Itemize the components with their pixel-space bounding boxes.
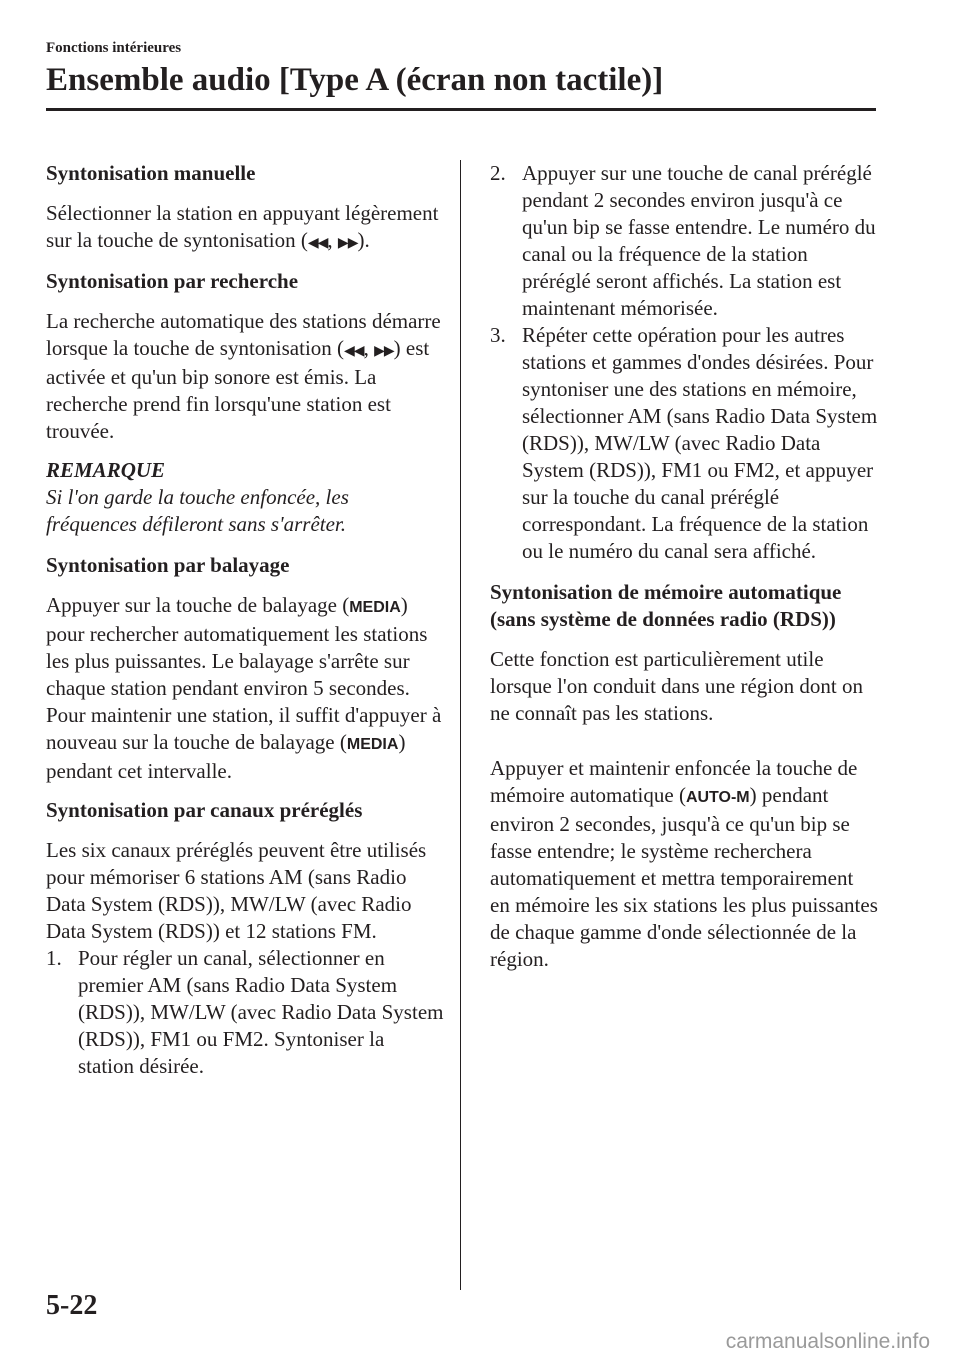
media-button-icon: MEDIA: [349, 599, 401, 616]
step-number: 2.: [490, 161, 506, 185]
manual-tuning-text: Sélectionner la station en appuyant légèrement sur la touche de syntonisation (◀◀, ▶▶).: [46, 201, 439, 252]
note-text: Si l'on garde la touche enfoncée, les fréquences défileront sans s'arrêter.: [46, 485, 349, 536]
page-title: Ensemble audio [Type A (écran non tactile)]: [46, 62, 664, 98]
scan-tuning-text: Appuyer sur la touche de balayage (MEDIA) pour rechercher automatiquement les stations les plus puissantes. Le balayage s'arrête sur chaque station pendant environ 5 secondes. Pour maintenir une station, il suffit d'appuyer à nouveau sur la touche de balayage (MEDIA) pendant cet intervalle.: [46, 593, 442, 783]
section-label: Fonctions intérieures: [46, 40, 182, 56]
auto-m-button-icon: AUTO-M: [685, 789, 750, 806]
preset-tuning-text: Les six canaux préréglés peuvent être utilisés pour mémoriser 6 stations AM (sans Radio Data System (RDS)), MW/LW (avec Radio Data System (RDS)) et 12 stations FM.: [46, 838, 427, 943]
seek-back-icon: ◀◀: [344, 342, 364, 358]
list-item: [490, 160, 878, 322]
column-divider: [460, 160, 461, 1290]
step-text: Appuyer sur une touche de canal préréglé pendant 2 secondes environ jusqu'à ce qu'un bip se fasse entendre. Le numéro du canal ou la fréquence de la station préréglé seront affichés. La station est maintenant mémorisée.: [522, 161, 876, 320]
page-number: 5-22: [46, 1290, 98, 1321]
list-item: [490, 322, 878, 565]
step-number: 3.: [490, 323, 506, 347]
watermark: carmanualsonline.info: [725, 1330, 930, 1353]
seek-forward-icon: ▶▶: [374, 342, 394, 358]
preset-steps-list: [46, 945, 444, 1080]
step-number: 1.: [46, 946, 62, 970]
preset-steps-list-continued: [490, 160, 878, 565]
auto-memory-text: Cette fonction est particulièrement utile lorsque l'on conduit dans une région dont on ne connaît pas les stations.: [490, 647, 863, 725]
note-title: REMARQUE: [46, 458, 166, 482]
note-box: [46, 457, 444, 538]
step-text: Répéter cette opération pour les autres stations et gammes d'ondes désirées. Pour syntoniser une des stations en mémoire, sélectionner AM (sans Radio Data System (RDS)), MW/LW (avec Radio Data System (RDS)), FM1 ou FM2, et appuyer sur la touche du canal préréglé correspondant. La fréquence de la station ou le numéro du canal sera affiché.: [522, 323, 878, 563]
left-column: [46, 160, 444, 1094]
media-button-icon: MEDIA: [346, 736, 399, 753]
seek-tuning-heading: Syntonisation par recherche: [46, 269, 299, 293]
title-rule: [46, 108, 876, 111]
seek-back-icon: ◀◀: [307, 234, 328, 250]
right-column: [490, 160, 878, 985]
step-text: Pour régler un canal, sélectionner en premier AM (sans Radio Data System (RDS)), MW/LW (avec Radio Data System (RDS)), FM1 ou FM2. Syntoniser la station désirée.: [78, 946, 444, 1078]
auto-memory-instructions: Appuyer et maintenir enfoncée la touche de mémoire automatique (AUTO-M) pendant environ 2 secondes, jusqu'à ce qu'un bip se fasse entendre; le système recherchera automatiquement et mettra temporairement en mémoire les six stations les plus puissantes de chaque gamme d'onde sélectionnée de la région.: [490, 756, 878, 971]
auto-memory-heading: Syntonisation de mémoire automatique (sans système de données radio (RDS)): [490, 580, 842, 631]
seek-forward-icon: ▶▶: [337, 234, 358, 250]
scan-tuning-heading: Syntonisation par balayage: [46, 553, 290, 577]
preset-tuning-heading: Syntonisation par canaux préréglés: [46, 798, 363, 822]
seek-tuning-text: La recherche automatique des stations démarre lorsque la touche de syntonisation (◀◀, ▶▶) est activée et qu'un bip sonore est émis. La recherche prend fin lorsqu'une station est trouvée.: [46, 309, 441, 443]
list-item: [46, 945, 444, 1080]
manual-tuning-heading: Syntonisation manuelle: [46, 161, 256, 185]
